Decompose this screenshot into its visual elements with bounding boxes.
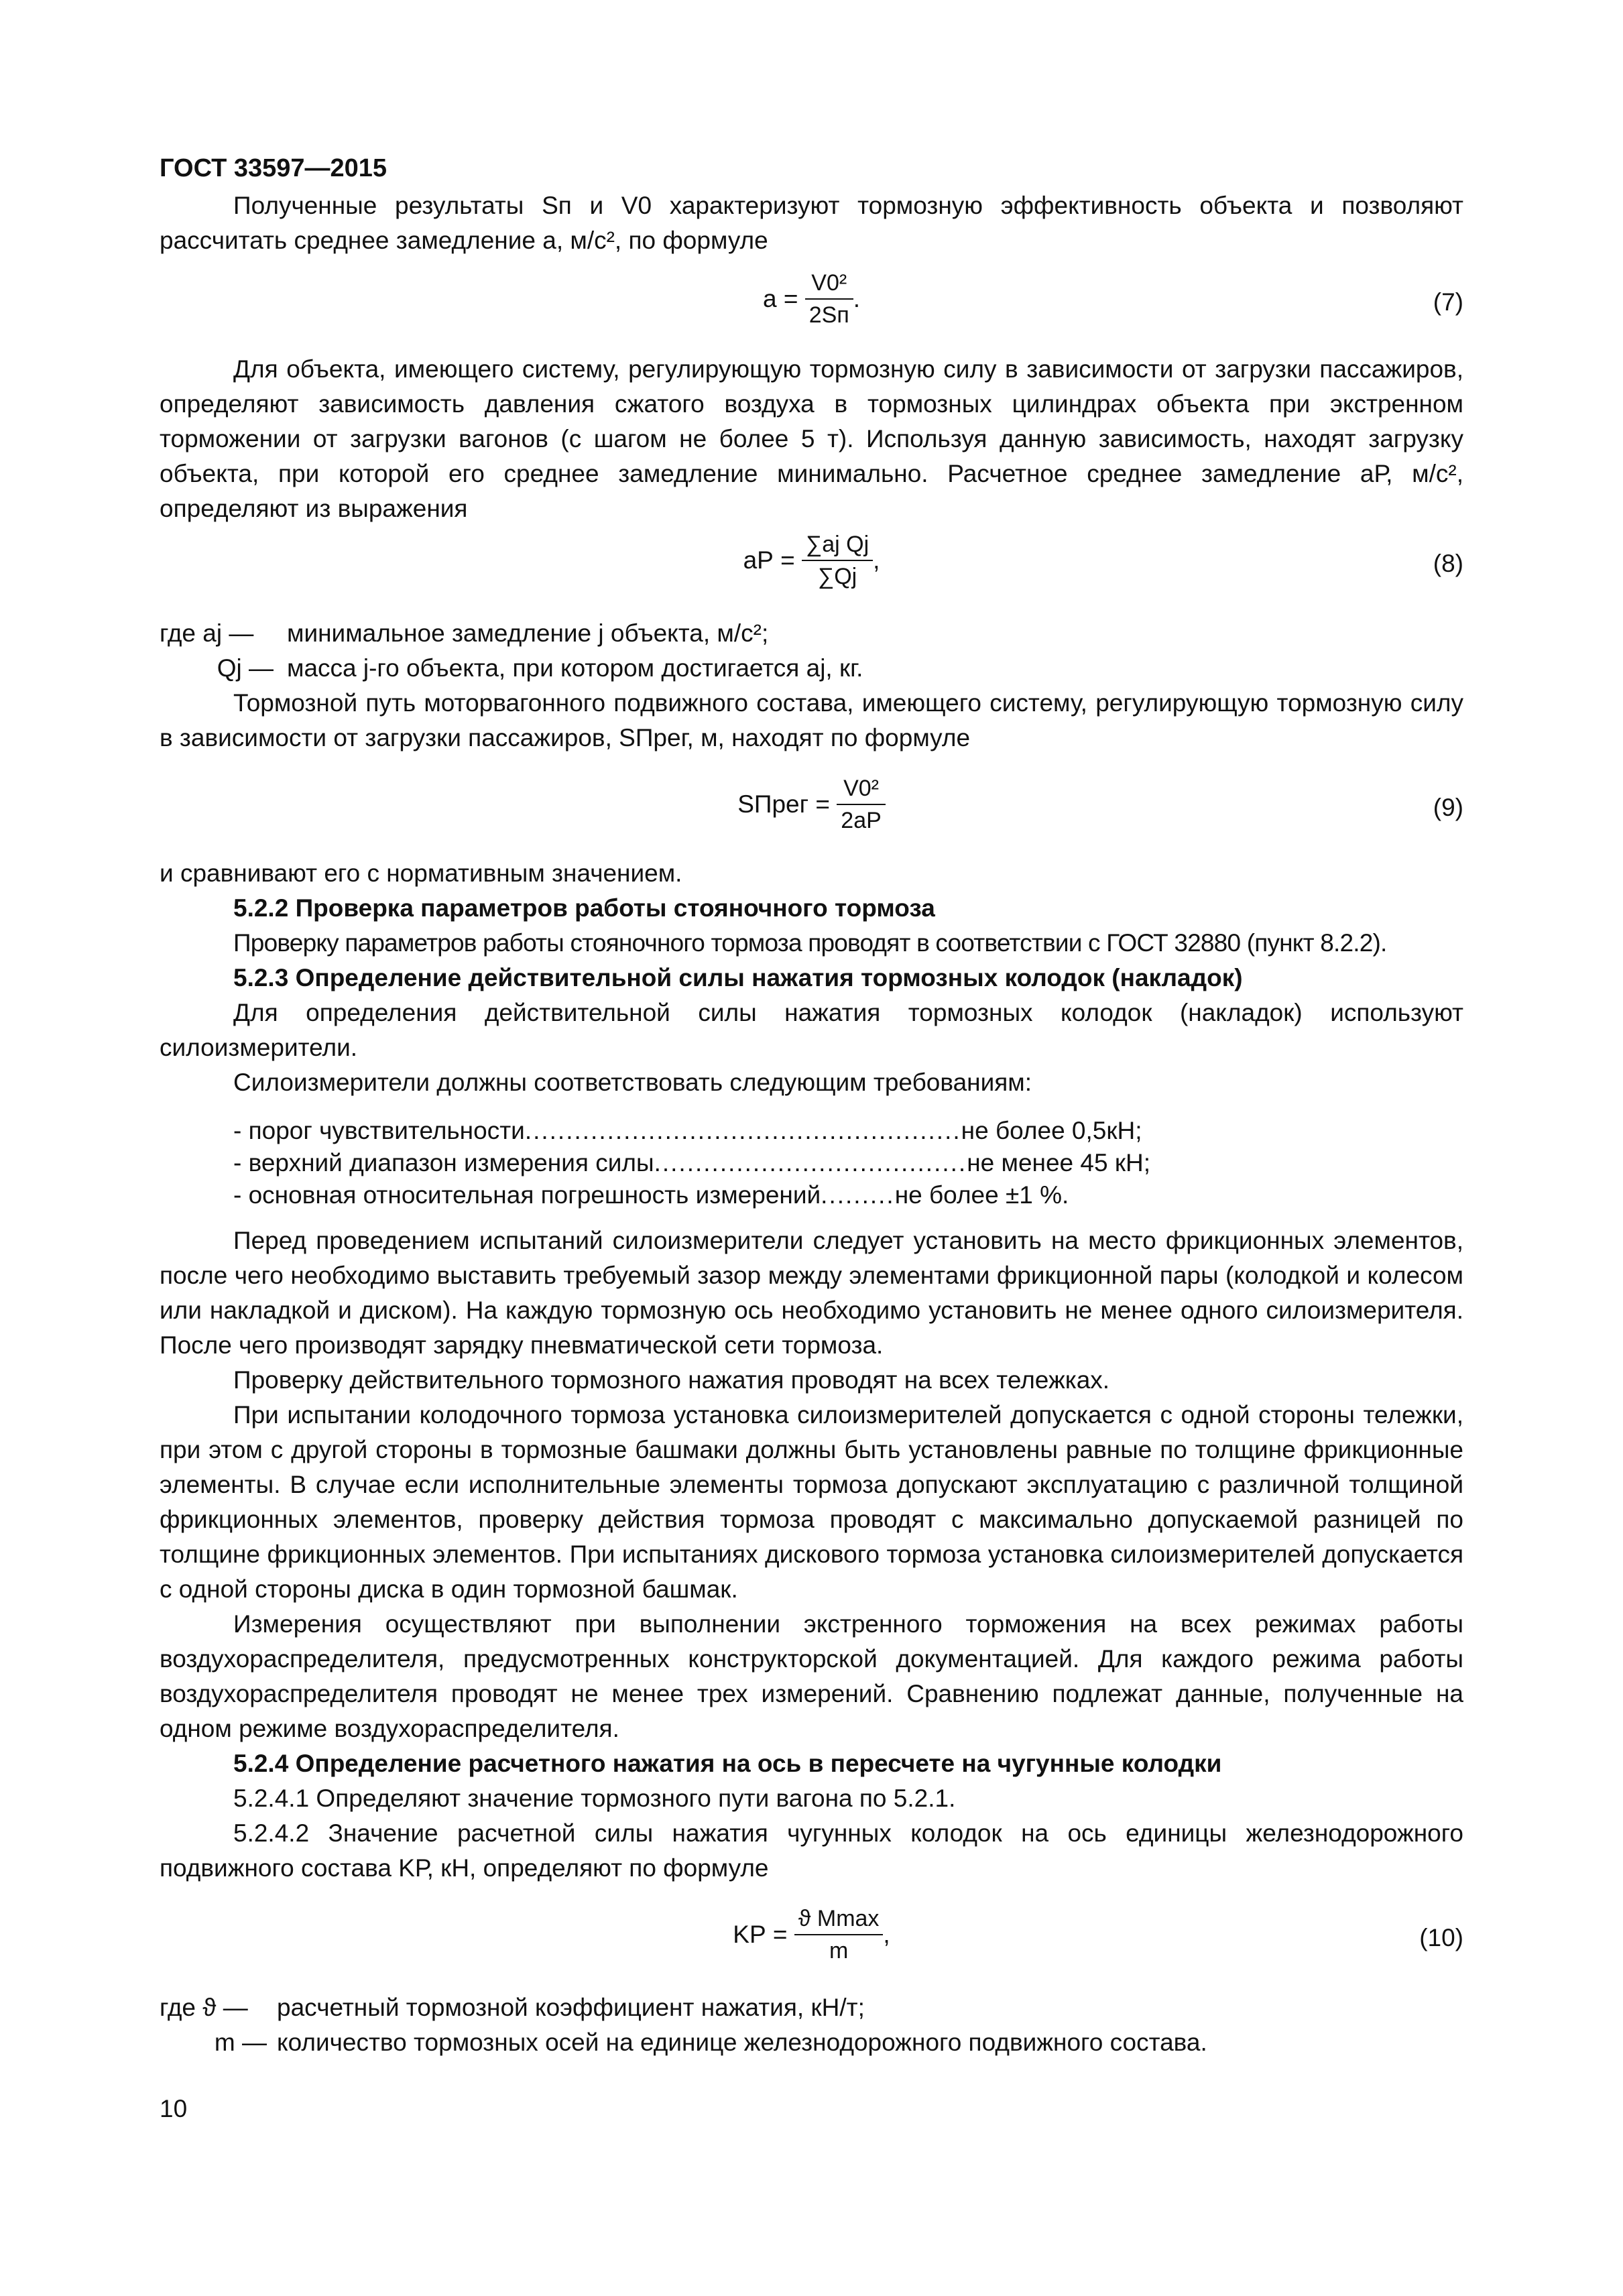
paragraph: Полученные результаты Sп и V0 характеризуют тормозную эффективность объекта и позволяют рассчитать среднее замедление a, м/с², по формуле [160,192,1463,254]
document-page [160,151,1463,2060]
page-number: 10 [160,2095,188,2122]
formula-number: (7) [1433,288,1463,316]
where-label: m — [214,2029,267,2056]
list-item: - порог чувствительности.....................................................не более 0,5кН; [233,1117,1142,1144]
formula-7 [160,267,1463,337]
paragraph: 5.2.4.2 Значение расчетной силы нажатия чугунных колодок на ось единицы железнодорожного подвижного состава KР, кН, определяют по формуле [160,1819,1463,1882]
paragraph: Для объекта, имеющего систему, регулирующую тормозную силу в зависимости от загрузки пассажиров, определяют зависимость давления сжатого воздуха в тормозных цилиндрах объекта при экстренном торможении от загрузки вагонов (с шагом не более 5 т). Используя данную зависимость, находят загрузку объекта, при которой его среднее замедление минимально. Расчетное среднее замедление aР, м/с², определяют из выражения [160,355,1463,522]
section-heading: 5.2.4 Определение расчетного нажатия на ось в пересчете на чугунные колодки [233,1750,1222,1777]
formula-denominator: 2Sп [808,302,849,328]
section-heading: 5.2.3 Определение действительной силы нажатия тормозных колодок (накладок) [233,964,1243,991]
list-item: - верхний диапазон измерения силы......................................не менее 45 кН; [233,1149,1151,1176]
list-item-value: не менее 45 кН; [967,1149,1151,1176]
list-item: - основная относительная погрешность измерений.........не более ±1 %. [233,1181,1069,1209]
where-list-1 [160,616,1463,686]
formula-number: (9) [1433,794,1463,821]
paragraph: Перед проведением испытаний силоизмерители следует установить на место фрикционных элементов, после чего необходимо выставить требуемый зазор между элементами фрикционной пары (колодкой и колесом или накладкой и диском). На каждую тормозную ось необходимо установить не менее одного силоизмерителя. После чего производят зарядку пневматической сети тормоза. [160,1227,1463,1359]
formula-denominator: ∑Qj [817,564,857,589]
list-item-label: - верхний диапазон измерения силы [233,1149,654,1176]
where-label: Qj — [217,654,274,682]
paragraph: и сравнивают его с нормативным значением. [160,859,682,887]
where-text: минимальное замедление j объекта, м/с²; [287,619,769,647]
paragraph: Проверку параметров работы стояночного тормоза проводят в соответствии с ГОСТ 32880 (пункт 8.2.2). [233,929,1387,957]
formula-tail: , [883,1921,890,1948]
where-label: где aj — [160,619,254,647]
where-label: где ϑ — [160,1994,248,2021]
document-header: ГОСТ 33597—2015 [160,154,387,182]
formula-8 [160,529,1463,599]
formula-lhs: aР = [743,546,795,574]
formula-tail: , [873,546,880,574]
where-row [160,616,1463,651]
formula-denominator: 2aР [841,808,882,833]
paragraph: При испытании колодочного тормоза установка силоизмерителей допускается с одной стороны тележки, при этом с другой стороны в тормозные башмаки должны быть установлены равные по толщине фрикционные элементы. В случае если исполнительные элементы тормоза допускают эксплуатацию с различной толщиной фрикционных элементов, проверку действия тормоза проводят с максимально допускаемой разницей по толщине фрикционных элементов. При испытаниях дискового тормоза установка силоизмерителей допускается с одной стороны диска в один тормозной башмак. [160,1401,1463,1603]
list-item-value: не более ±1 %. [894,1181,1069,1209]
formula-numerator: V0² [805,267,853,300]
formula-9 [160,773,1463,843]
requirements-list [160,1113,1463,1210]
where-row [160,2025,1463,2060]
paragraph: Силоизмерители должны соответствовать следующим требованиям: [233,1069,1032,1096]
list-item-label: - порог чувствительности [233,1117,525,1144]
where-row [160,1990,1463,2025]
formula-number: (8) [1433,550,1463,577]
where-text: количество тормозных осей на единице железнодорожного подвижного состава. [277,2029,1207,2056]
formula-numerator: ϑ Mmax [794,1903,884,1935]
formula-number: (10) [1419,1924,1463,1951]
list-item-label: - основная относительная погрешность измерений [233,1181,821,1209]
formula-10 [160,1903,1463,1973]
where-row [160,651,1463,686]
formula-denominator: m [829,1938,849,1963]
formula-lhs: KР = [733,1921,788,1948]
paragraph: Измерения осуществляют при выполнении экстренного торможения на всех режимах работы воздухораспределителя, предусмотренных конструкторской документацией. Для каждого режима работы воздухораспределителя проводят не менее трех измерений. Сравнению подлежат данные, полученные на одном режиме воздухораспределителя. [160,1610,1463,1742]
where-text: масса j-го объекта, при котором достигается aj, кг. [287,654,863,682]
where-list-2 [160,1990,1463,2060]
paragraph: Проверку действительного тормозного нажатия проводят на всех тележках. [233,1366,1110,1394]
formula-tail: . [853,285,861,312]
list-item-value: не более 0,5кН; [961,1117,1142,1144]
where-text: расчетный тормозной коэффициент нажатия, кН/т; [277,1994,865,2021]
formula-numerator: ∑aj Qj [802,529,873,561]
paragraph: Для определения действительной силы нажатия тормозных колодок (накладок) используют силоизмерители. [160,999,1463,1061]
section-heading: 5.2.2 Проверка параметров работы стояночного тормоза [233,894,935,922]
formula-lhs: SПрег = [737,790,831,818]
paragraph: Тормозной путь моторвагонного подвижного состава, имеющего систему, регулирующую тормозную силу в зависимости от загрузки пассажиров, SПрег, м, находят по формуле [160,689,1463,751]
paragraph: 5.2.4.1 Определяют значение тормозного пути вагона по 5.2.1. [233,1785,956,1812]
formula-numerator: V0² [837,773,886,805]
formula-lhs: a = [762,285,798,312]
